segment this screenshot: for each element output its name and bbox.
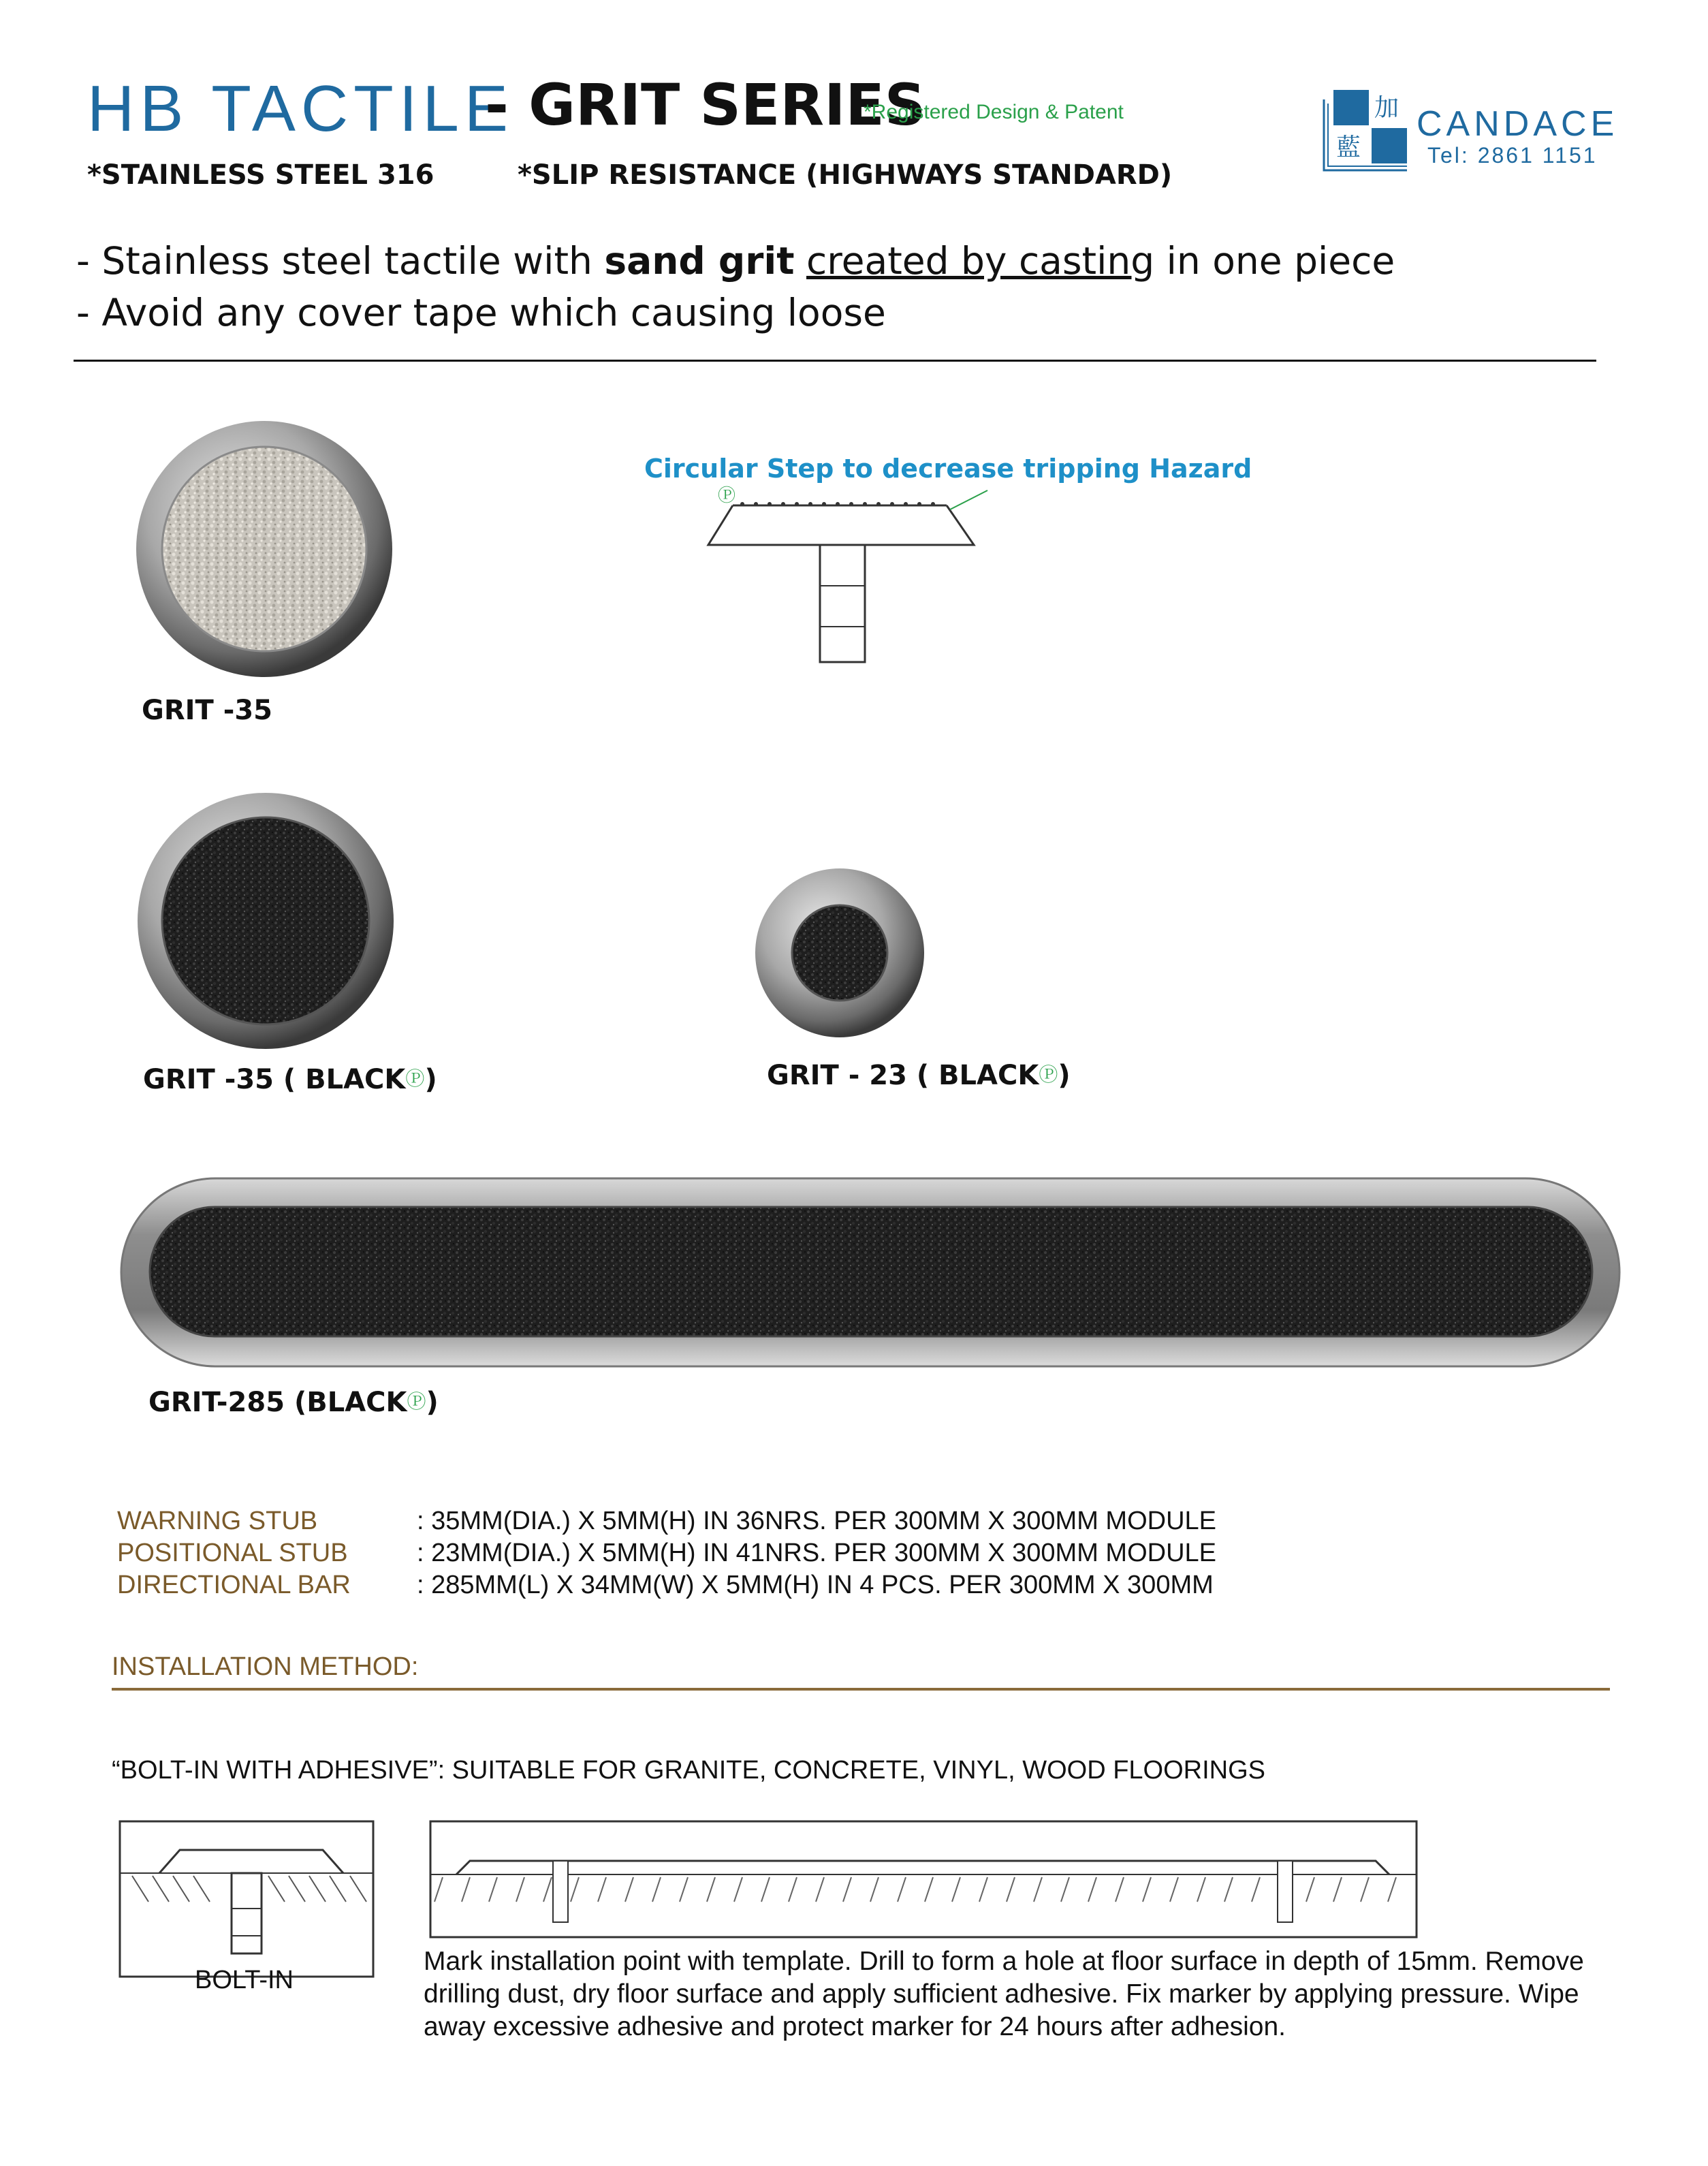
spec-key: WARNING STUB: [117, 1507, 318, 1535]
logo-tel: Tel: 2861 1151: [1427, 143, 1598, 168]
caption-suffix: ): [1058, 1060, 1071, 1091]
grit-23-black-photo: [753, 866, 926, 1039]
grit-35-black-photo: [135, 790, 396, 1052]
grit-285-black-caption: [148, 1387, 439, 1418]
intro-underline: created by casting: [806, 239, 1155, 283]
intro-space: [795, 239, 806, 283]
patent-mark: Ⓟ: [718, 486, 736, 506]
intro-bold: sand grit: [604, 239, 795, 283]
grit-35-black-caption: [143, 1064, 437, 1095]
spec-value: : 285MM(L) X 34MM(W) X 5MM(H) IN 4 PCS. PER 300MM X 300MM: [417, 1571, 1214, 1599]
spec-row: [117, 1537, 1216, 1569]
spec-value: : 23MM(DIA.) X 5MM(H) IN 41NRS. PER 300MM X 300MM MODULE: [417, 1539, 1216, 1567]
spec-key: POSITIONAL STUB: [117, 1539, 348, 1567]
intro-line-1-suffix: in one piece: [1154, 239, 1395, 283]
patent-mark: Ⓟ: [1039, 1063, 1058, 1086]
patent-mark: Ⓟ: [405, 1067, 425, 1090]
spec-row: [117, 1569, 1216, 1601]
intro-line-1: [76, 239, 1395, 283]
logo-mark-icon: [1318, 86, 1414, 174]
logo-cjk-bottom: 藍: [1336, 134, 1361, 161]
spec-key: DIRECTIONAL BAR: [117, 1571, 351, 1599]
bar-install-diagram: [429, 1820, 1418, 1939]
caption-suffix: ): [426, 1387, 439, 1418]
caption-text: GRIT -35 ( BLACK: [143, 1064, 406, 1095]
header-divider: [74, 360, 1596, 362]
logo-cjk-top: 加: [1374, 94, 1399, 122]
caption-text: GRIT - 23 ( BLACK: [767, 1060, 1039, 1091]
slip-spec: *SLIP RESISTANCE (HIGHWAYS STANDARD): [518, 159, 1173, 191]
bolt-in-label: BOLT-IN: [195, 1966, 294, 1994]
caption-suffix: ): [424, 1064, 437, 1095]
bolt-in-diagram: [118, 1820, 376, 1979]
grit-23-black-caption: [767, 1060, 1071, 1091]
spec-value: : 35MM(DIA.) X 5MM(H) IN 36NRS. PER 300MM X 300MM MODULE: [417, 1507, 1216, 1535]
logo-name: CANDACE: [1417, 104, 1619, 144]
registered-note: *Registered Design & Patent: [864, 101, 1124, 123]
brand-title: HB TACTILE: [87, 72, 513, 145]
grit-35-photo: [133, 418, 395, 680]
bolt-in-heading: “BOLT-IN WITH ADHESIVE”: SUITABLE FOR GRANITE, CONCRETE, VINYL, WOOD FLOORINGS: [112, 1756, 1266, 1785]
series-title: - GRIT SERIES: [485, 72, 926, 138]
installation-divider: [112, 1688, 1610, 1691]
spec-row: [117, 1505, 1216, 1537]
installation-instructions: Mark installation point with template. Drill to form a hole at floor surface in depth of 15mm. Remove drilling dust, dry floor surface and apply sufficient adhesive. Fix marker by applying pressure. Wipe away excessive adhesive and protect marker for 24 hours after adhesion.: [424, 1947, 1584, 2041]
patent-mark: Ⓟ: [407, 1390, 426, 1413]
intro-line-2: - Avoid any cover tape which causing loose: [76, 291, 886, 334]
cross-section-diagram: [688, 477, 1001, 674]
caption-text: GRIT-285 (BLACK: [148, 1387, 407, 1418]
spec-table: [117, 1505, 1216, 1601]
grit-35-caption: GRIT -35: [142, 695, 272, 726]
grit-285-black-photo: [120, 1177, 1622, 1369]
circular-step-label: Circular Step to decrease tripping Hazard: [644, 454, 1252, 484]
installation-heading: INSTALLATION METHOD:: [112, 1652, 419, 1681]
intro-line-1-prefix: - Stainless steel tactile with: [76, 239, 605, 283]
material-spec: *STAINLESS STEEL 316: [87, 159, 434, 191]
